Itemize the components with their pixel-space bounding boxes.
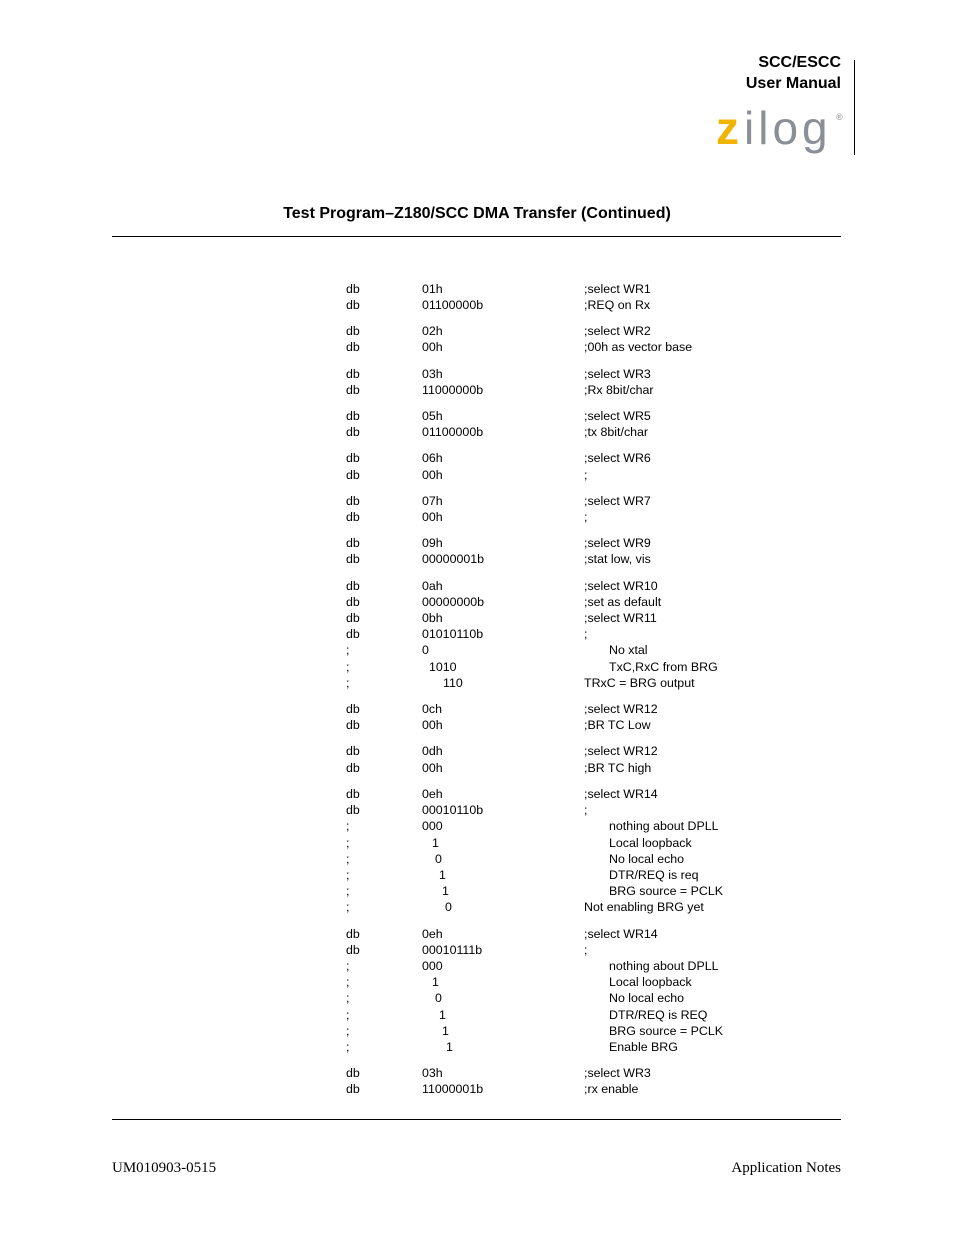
code-comment: ; [584,627,588,641]
code-value: 01h [422,282,443,296]
code-line [0,535,954,551]
code-value: 00h [422,340,443,354]
code-line [0,450,954,466]
code-directive: ; [346,676,350,690]
code-comment: Local loopback [609,975,692,989]
code-value: 00h [422,718,443,732]
code-value: 05h [422,409,443,423]
code-directive: ; [346,868,350,882]
code-line [0,626,954,642]
code-directive: db [346,702,360,716]
code-comment: ;tx 8bit/char [584,425,649,439]
code-comment: No xtal [609,643,648,657]
code-comment: ;select WR14 [584,787,658,801]
code-directive: db [346,367,360,381]
code-value: 0 [435,991,442,1005]
code-directive: db [346,494,360,508]
code-line [0,974,954,990]
code-value: 0bh [422,611,443,625]
code-line [0,990,954,1006]
section-title: Test Program–Z180/SCC DMA Transfer (Continued) [283,205,671,222]
code-line [0,743,954,759]
code-line [0,1065,954,1081]
code-value: 000 [422,819,443,833]
code-value: 01100000b [422,425,484,439]
code-directive: db [346,1082,360,1096]
code-directive: db [346,718,360,732]
code-value: 01010110b [422,627,484,641]
code-line [0,594,954,610]
code-value: 1 [442,1024,449,1038]
document-number: UM010903-0515 [112,1160,217,1176]
code-directive: db [346,383,360,397]
code-line [0,851,954,867]
code-directive: db [346,803,360,817]
code-value: 07h [422,494,443,508]
code-comment: ;set as default [584,595,662,609]
code-comment: ;Rx 8bit/char [584,383,654,397]
code-comment: ;select WR10 [584,579,658,593]
code-value: 11000000b [422,383,484,397]
code-value: 00010111b [422,943,483,957]
code-directive: db [346,340,360,354]
code-comment: ;select WR14 [584,927,658,941]
code-value: 110 [443,676,463,690]
code-value: 09h [422,536,443,550]
code-comment: Local loopback [609,836,692,850]
code-line [0,339,954,355]
code-line [0,867,954,883]
code-directive: db [346,927,360,941]
code-line [0,659,954,675]
code-value: 0eh [422,787,443,801]
code-directive: ; [346,959,350,973]
code-comment: ; [584,943,588,957]
code-directive: db [346,451,360,465]
code-comment: ;select WR9 [584,536,651,550]
code-directive: ; [346,991,350,1005]
code-line [0,610,954,626]
code-value: 1 [432,836,439,850]
code-value: 1 [432,975,439,989]
code-line [0,835,954,851]
code-directive: db [346,761,360,775]
code-directive: db [346,1066,360,1080]
code-directive: db [346,595,360,609]
code-directive: ; [346,643,350,657]
code-comment: ;select WR7 [584,494,651,508]
code-comment: nothing about DPLL [609,959,719,973]
code-comment: ;select WR12 [584,702,658,716]
code-value: 0eh [422,927,443,941]
svg-text:z: z [716,108,739,154]
code-comment: ;BR TC high [584,761,652,775]
code-value: 000 [422,959,443,973]
code-comment: DTR/REQ is REQ [609,1008,708,1022]
code-value: 1 [442,884,449,898]
code-line [0,899,954,915]
code-comment: ;BR TC Low [584,718,651,732]
code-comment: ;REQ on Rx [584,298,651,312]
code-comment: ; [584,510,588,524]
code-directive: db [346,943,360,957]
code-directive: db [346,744,360,758]
code-value: 00h [422,761,443,775]
code-line [0,281,954,297]
code-comment: No local echo [609,852,685,866]
code-comment: TRxC = BRG output [584,676,695,690]
code-line [0,958,954,974]
code-line [0,382,954,398]
code-value: 00h [422,510,443,524]
code-value: 1010 [429,660,457,674]
code-directive: db [346,787,360,801]
code-comment: BRG source = PCLK [609,1024,723,1038]
code-directive: ; [346,852,350,866]
code-line [0,509,954,525]
code-comment: ;select WR2 [584,324,651,338]
code-directive: ; [346,819,350,833]
footer-divider [112,1119,841,1120]
code-line [0,366,954,382]
code-line [0,408,954,424]
code-value: 0dh [422,744,443,758]
code-directive: ; [346,1008,350,1022]
code-value: 1 [446,1040,453,1054]
code-comment: ;select WR11 [584,611,657,625]
code-directive: ; [346,836,350,850]
code-directive: db [346,324,360,338]
code-directive: db [346,282,360,296]
code-comment: ;select WR3 [584,367,651,381]
code-directive: db [346,510,360,524]
code-value: 02h [422,324,443,338]
code-value: 0ah [422,579,443,593]
code-line [0,1081,954,1097]
code-line [0,786,954,802]
code-line [0,551,954,567]
code-comment: ;rx enable [584,1082,639,1096]
code-value: 1 [439,868,446,882]
code-value: 00010110b [422,803,484,817]
code-value: 01100000b [422,298,484,312]
code-directive: db [346,627,360,641]
code-comment: ;stat low, vis [584,552,651,566]
manual-title-line2: User Manual [745,75,841,92]
code-line [0,323,954,339]
code-value: 00000001b [422,552,485,566]
code-value: 0 [435,852,442,866]
code-directive: db [346,579,360,593]
code-value: 0 [445,900,452,914]
code-line [0,424,954,440]
code-line [0,701,954,717]
code-line [0,818,954,834]
code-directive: db [346,298,360,312]
code-comment: ;select WR1 [584,282,651,296]
code-value: 03h [422,367,443,381]
code-line [0,1007,954,1023]
code-directive: ; [346,900,350,914]
manual-title-line1: SCC/ESCC [758,54,841,71]
code-directive: db [346,468,360,482]
code-line [0,675,954,691]
code-line [0,883,954,899]
code-comment: ;00h as vector base [584,340,693,354]
code-comment: TxC,RxC from BRG [609,660,718,674]
code-directive: db [346,611,360,625]
code-comment: ; [584,803,588,817]
code-directive: db [346,425,360,439]
code-value: 0 [422,643,429,657]
code-comment: ;select WR5 [584,409,651,423]
code-comment: No local echo [609,991,685,1005]
code-line [0,493,954,509]
code-line [0,297,954,313]
code-comment: ;select WR6 [584,451,651,465]
code-comment: nothing about DPLL [609,819,719,833]
code-comment: ;select WR12 [584,744,658,758]
code-directive: ; [346,975,350,989]
svg-text:®: ® [836,112,843,122]
code-comment: ; [584,468,588,482]
code-line [0,1023,954,1039]
code-line [0,642,954,658]
code-directive: db [346,536,360,550]
code-line [0,942,954,958]
code-comment: ;select WR3 [584,1066,651,1080]
code-comment: DTR/REQ is req [609,868,699,882]
footer-section-name: Application Notes [731,1160,841,1176]
code-line [0,802,954,818]
code-line [0,1039,954,1055]
code-value: 03h [422,1066,443,1080]
code-directive: ; [346,1040,350,1054]
code-directive: db [346,552,360,566]
code-directive: ; [346,660,350,674]
code-comment: Not enabling BRG yet [584,900,704,914]
code-value: 1 [439,1008,446,1022]
code-line [0,717,954,733]
code-directive: ; [346,1024,350,1038]
code-line [0,467,954,483]
code-value: 0ch [422,702,442,716]
svg-text:ilog: ilog [744,108,832,154]
code-directive: ; [346,884,350,898]
code-comment: BRG source = PCLK [609,884,723,898]
code-line [0,578,954,594]
code-comment: Enable BRG [609,1040,678,1054]
code-value: 00000000b [422,595,485,609]
code-value: 00h [422,468,443,482]
code-directive: db [346,409,360,423]
code-value: 11000001b [422,1082,484,1096]
code-line [0,926,954,942]
code-value: 06h [422,451,443,465]
code-line [0,760,954,776]
